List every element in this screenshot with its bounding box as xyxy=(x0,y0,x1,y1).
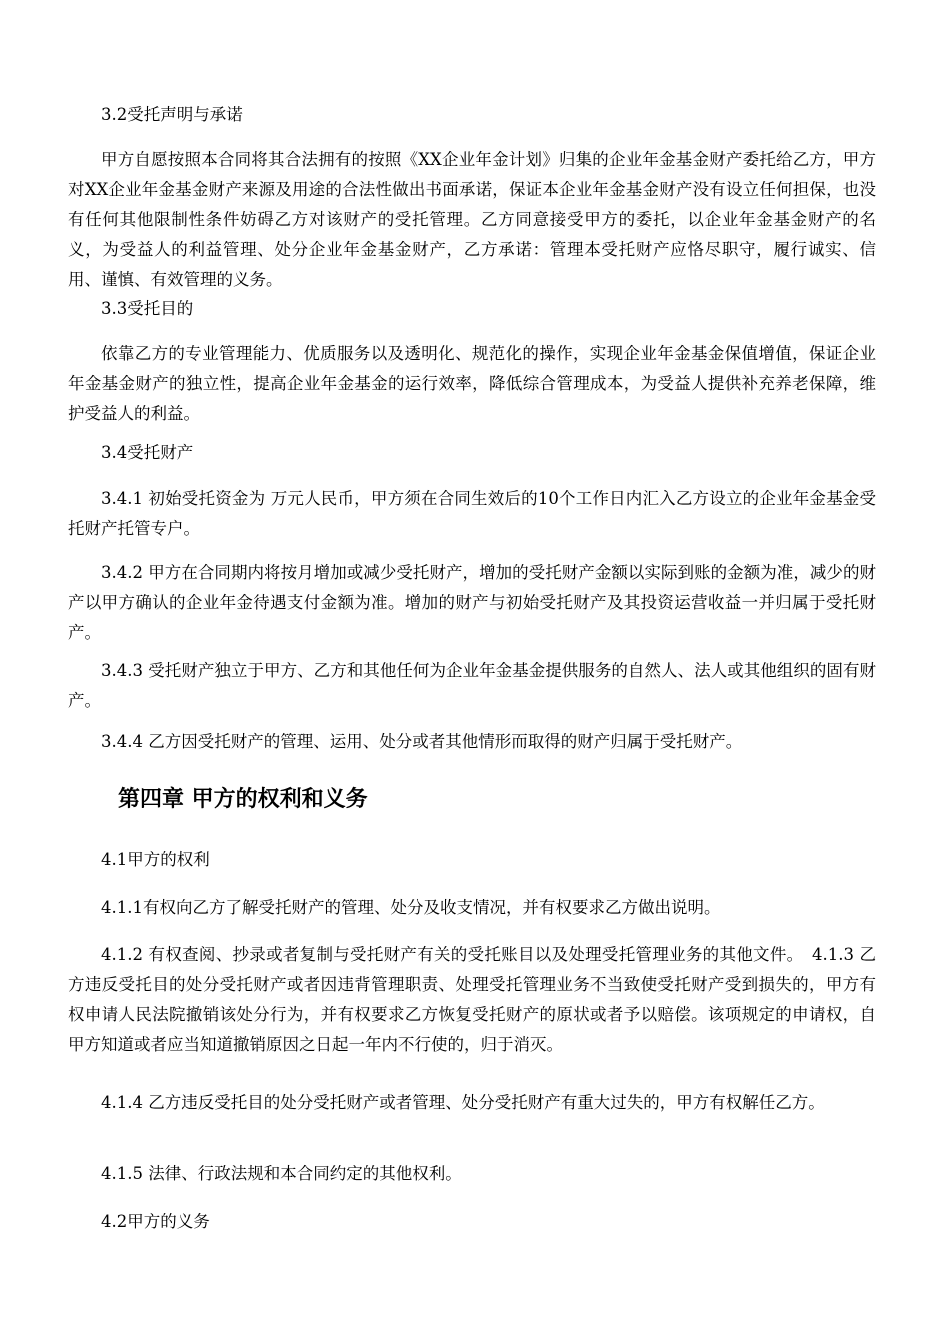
section-heading-3-3: 3.3受托目的 xyxy=(101,299,194,318)
section-heading-3-4: 3.4受托财产 xyxy=(101,443,194,462)
paragraph-4-1-4: 4.1.4 乙方违反受托目的处分受托财产或者管理、处分受托财产有重大过失的，甲方有权解任乙方。 xyxy=(101,1093,825,1112)
paragraph-4-1-5: 4.1.5 法律、行政法规和本合同约定的其他权利。 xyxy=(101,1164,462,1183)
paragraph-3-4-1: 3.4.1 初始受托资金为 万元人民币，甲方须在合同生效后的10个工作日内汇入乙方设立的企业年金基金受托财产托管专户。 xyxy=(68,489,876,538)
section-heading-4-1: 4.1甲方的权利 xyxy=(101,850,210,869)
paragraph-3-4-3: 3.4.3 受托财产独立于甲方、乙方和其他任何为企业年金基金提供服务的自然人、法人或其他组织的固有财产。 xyxy=(68,661,876,710)
paragraph-3-4-4: 3.4.4 乙方因受托财产的管理、运用、处分或者其他情形而取得的财产归属于受托财产。 xyxy=(101,732,743,751)
paragraph-4-1-2-and-4-1-3: 4.1.2 有权查阅、抄录或者复制与受托财产有关的受托账目以及处理受托管理业务的其他文件。 4.1.3 乙方违反受托目的处分受托财产或者因违背管理职责、处理受托管理业务不当致使受托财产受到损失的，甲方有权申请人民法院撤销该处分行为，并有权要求乙方恢复受托财产的原状或者予以赔偿。该项规定的申请权，自甲方知道或者应当知道撤销原因之日起一年内不行使的，归于消灭。 xyxy=(68,945,876,1054)
section-heading-4-2: 4.2甲方的义务 xyxy=(101,1212,210,1231)
chapter-title: 第四章 甲方的权利和义务 xyxy=(118,787,368,812)
section-heading-3-2: 3.2受托声明与承诺 xyxy=(101,105,243,124)
paragraph-4-1-1: 4.1.1有权向乙方了解受托财产的管理、处分及收支情况，并有权要求乙方做出说明。 xyxy=(101,898,721,917)
paragraph-3-4-2: 3.4.2 甲方在合同期内将按月增加或减少受托财产，增加的受托财产金额以实际到账的金额为准，减少的财产以甲方确认的企业年金待遇支付金额为准。增加的财产与初始受托财产及其投资运营收益一并归属于受托财产。 xyxy=(68,563,876,642)
paragraph-3-3-body: 依靠乙方的专业管理能力、优质服务以及透明化、规范化的操作，实现企业年金基金保值增值，保证企业年金基金财产的独立性，提高企业年金基金的运行效率，降低综合管理成本，为受益人提供补充养老保障，维护受益人的利益。 xyxy=(68,344,876,423)
paragraph-3-2-body: 甲方自愿按照本合同将其合法拥有的按照《XX企业年金计划》归集的企业年金基金财产委托给乙方，甲方对XX企业年金基金财产来源及用途的合法性做出书面承诺，保证本企业年金基金财产没有设立任何担保，也没有任何其他限制性条件妨碍乙方对该财产的受托管理。乙方同意接受甲方的委托，以企业年金基金财产的名义，为受益人的利益管理、处分企业年金基金财产，乙方承诺：管理本受托财产应恪尽职守，履行诚实、信用、谨慎、有效管理的义务。 xyxy=(68,150,876,289)
